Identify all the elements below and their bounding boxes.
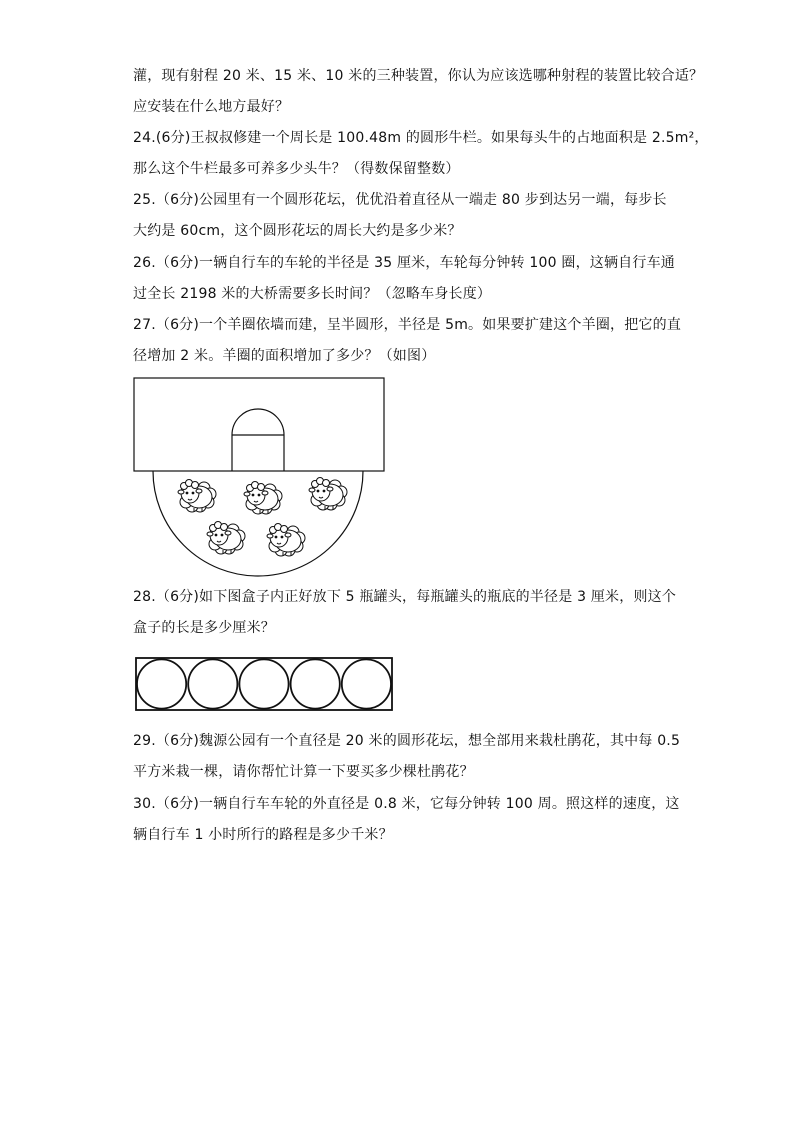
q27-line-1: 27.（6分)一个羊圈依墙而建，呈半圆形，半径是 5m。如果要扩建这个羊圈，把它的直 [133,317,682,333]
q26-line-1: 26.（6分)一辆自行车的车轮的半径是 35 厘米，车轮每分钟转 100 圈，这辆自行车通 [133,255,675,271]
can-circle [188,659,237,708]
cans-box-figure [134,656,396,714]
q28-line-1: 28.（6分)如下图盒子内正好放下 5 瓶罐头，每瓶罐头的瓶底的半径是 3 厘米，则这个 [133,589,677,605]
can-circle [239,659,288,708]
q30-line-1: 30.（6分)一辆自行车车轮的外直径是 0.8 米，它每分钟转 100 周。照这样的速度，这 [133,796,680,812]
sheep-group [178,478,347,557]
can-circle [291,659,340,708]
q29-line-2: 平方米栽一棵，请你帮忙计算一下要买多少棵杜鹃花？ [133,764,474,780]
can-circle [137,659,186,708]
can-circle [342,659,391,708]
sheep-pen-figure [130,375,390,575]
q24-line-2: 那么这个牛栏最多可养多少头牛？（得数保留整数） [133,161,460,177]
sheep-icon [267,524,305,557]
q24-line-1: 24.(6分)王叔叔修建一个周长是 100.48m 的圆形牛栏。如果每头牛的占地面积是 2.5m²， [133,130,709,146]
q23-line-2: 灌，现有射程 20 米、15 米、10 米的三种装置，你认为应该选哪种射程的装置比较合适？ [133,68,704,84]
sheep-icon [207,522,245,555]
q28-line-2: 盒子的长是多少厘米？ [133,620,275,636]
q23-line-3: 应安装在什么地方最好？ [133,99,290,115]
arched-door [232,409,284,471]
q26-line-2: 过全长 2198 米的大桥需要多长时间？（忽略车身长度） [133,286,492,302]
box-outline [136,658,392,710]
q27-line-2: 径增加 2 米。羊圈的面积增加了多少？（如图） [133,348,436,364]
sheep-icon [244,482,282,515]
wall-building [134,378,384,471]
q25-line-1: 25.（6分)公园里有一个圆形花坛，优优沿着直径从一端走 80 步到达另一端，每步长 [133,192,667,208]
q25-line-2: 大约是 60cm，这个圆形花坛的周长大约是多少米？ [133,223,462,239]
cans-group [137,659,391,708]
q30-line-2: 辆自行车 1 小时所行的路程是多少千米？ [133,827,393,843]
q29-line-1: 29.（6分)魏源公园有一个直径是 20 米的圆形花坛，想全部用来栽杜鹃花，其中每 0.5 [133,733,681,749]
sheep-icon [178,480,216,513]
sheep-icon [309,478,347,511]
